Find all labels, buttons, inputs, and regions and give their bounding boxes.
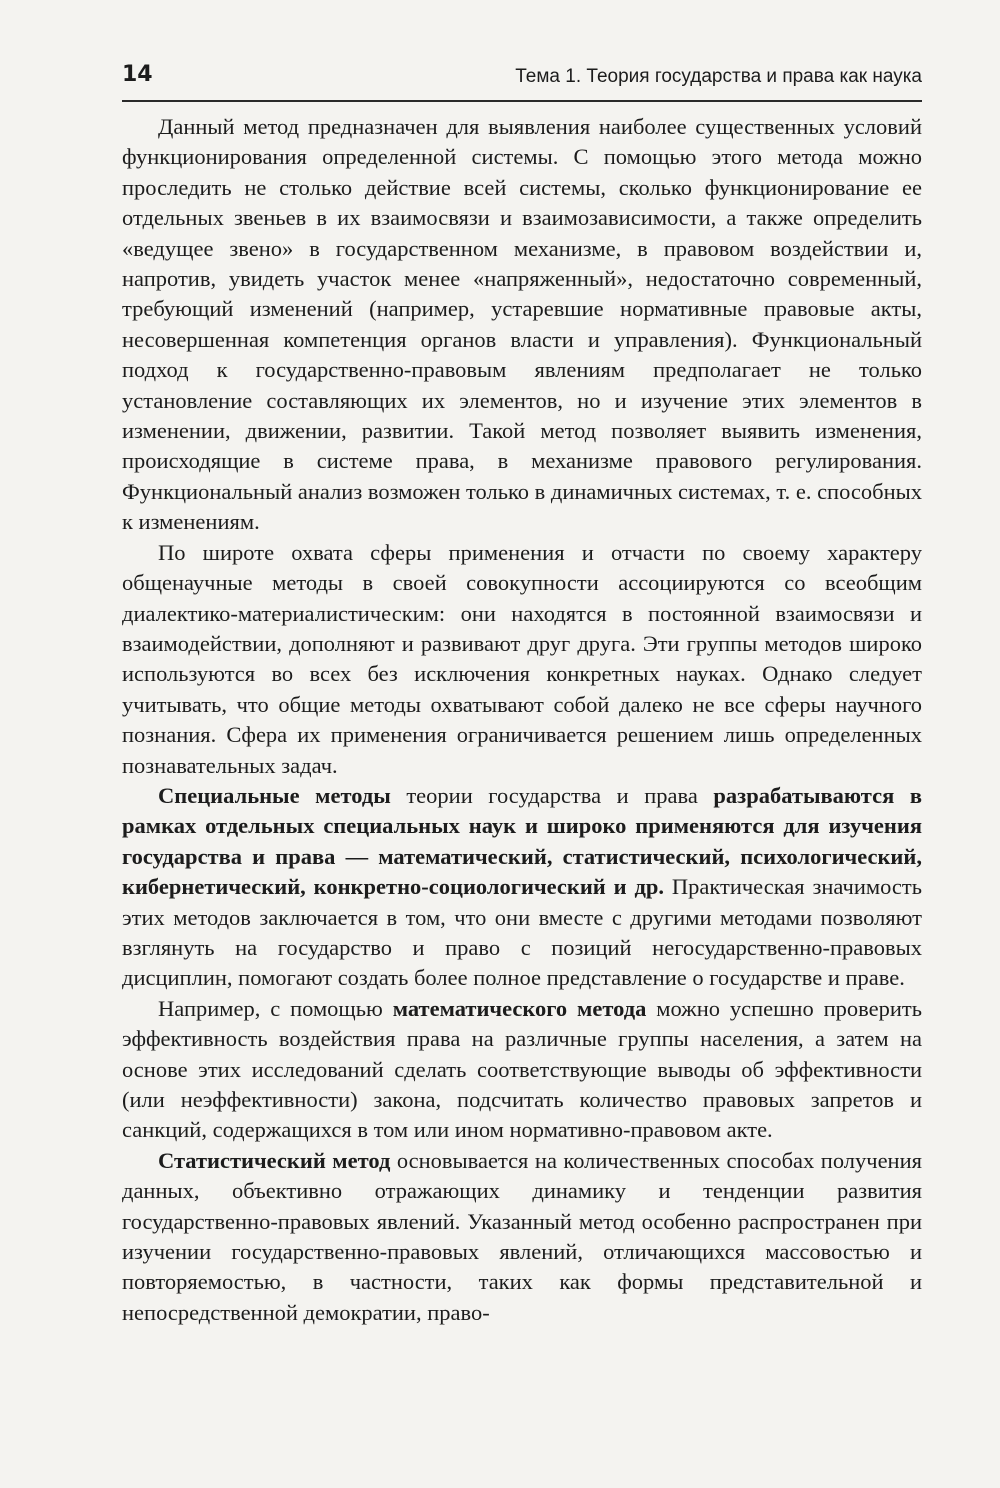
paragraph-text: теории государства и права bbox=[390, 782, 714, 808]
term-special-methods: Специальные методы bbox=[158, 782, 391, 808]
paragraph-text: Практическая значимость этих методов заключается в том, что они вместе с другими методами позволяют взглянуть на государство и право с позиций негосударственно-правовых дисциплин, помогают создать более полное представление о государстве и праве. bbox=[122, 874, 923, 991]
page-number: 14 bbox=[122, 62, 153, 87]
paragraph-text: основывается на количественных способах получения данных, объективно отражающих динамику и тенденции развития государственно-правовых явлений. Указанный метод особенно распространен при изучении государственно-правовых явлений, отличающихся массовостью и повторяемостью, в частности, таких как формы представительной и непосредственной демократии, право- bbox=[122, 1147, 922, 1325]
paragraph-general-methods bbox=[122, 538, 922, 781]
paragraph-text: Например, с помощью bbox=[158, 995, 393, 1021]
paragraph-statistical-method bbox=[122, 1146, 922, 1328]
page-header bbox=[122, 62, 922, 102]
emphasis-special-methods: разрабатываются в рамках отдельных специальных наук и широко применяются для изучения государства и права — математический, статистический, психологический, кибернетический, конкретно-социологический и др. bbox=[122, 782, 922, 900]
body-text bbox=[122, 112, 922, 1328]
term-statistical-method: Статистический метод bbox=[158, 1147, 391, 1173]
running-title: Тема 1. Теория государства и права как наука bbox=[515, 66, 922, 87]
paragraph-special-methods bbox=[122, 781, 922, 994]
paragraph-functional-method bbox=[122, 112, 922, 538]
paragraph-math-method bbox=[122, 994, 922, 1146]
paragraph-text: По широте охвата сферы применения и отчасти по своему характеру общенаучные методы в своей совокупности ассоциируются со всеобщим диалектико-материалистическим: они находятся в постоянной взаимосвязи и взаимодействии, дополняют и развивают друг друга. Эти группы методов широко используются во всех без исключения конкретных науках. Однако следует учитывать, что общие методы охватывают собой далеко не все сферы научного познания. Сфера их применения ограничивается решением лишь определенных познавательных задач. bbox=[122, 539, 922, 778]
paragraph-text: можно успешно проверить эффективность воздействия права на различные группы населения, а затем на основе этих исследований сделать соответствующие выводы об эффективности (или неэффективности) закона, подсчитать количество правовых запретов и санкций, содержащихся в том или ином нормативно-правовом акте. bbox=[122, 995, 922, 1143]
paragraph-text: Данный метод предназначен для выявления наиболее существенных условий функционирования определенной системы. С помощью этого метода можно проследить не столько действие всей системы, сколько функционирование ее отдельных звеньев в их взаимосвязи и взаимозависимости, а также определить «ведущее звено» в государственном механизме, в правовом воздействии и, напротив, увидеть участок менее «напряженный», недостаточно современный, требующий изменений (например, устаревшие нормативные правовые акты, несовершенная компетенция органов власти и управления). Функциональный подход к государственно-правовым явлениям предполагает не только установление составляющих их элементов, но и изучение этих элементов в изменении, движении, развитии. Такой метод позволяет выявить изменения, происходящие в системе права, в механизме правового регулирования. Функциональный анализ возможен только в динамичных системах, т. е. способных к изменениям. bbox=[122, 114, 922, 535]
term-math-method: математического метода bbox=[392, 995, 647, 1021]
